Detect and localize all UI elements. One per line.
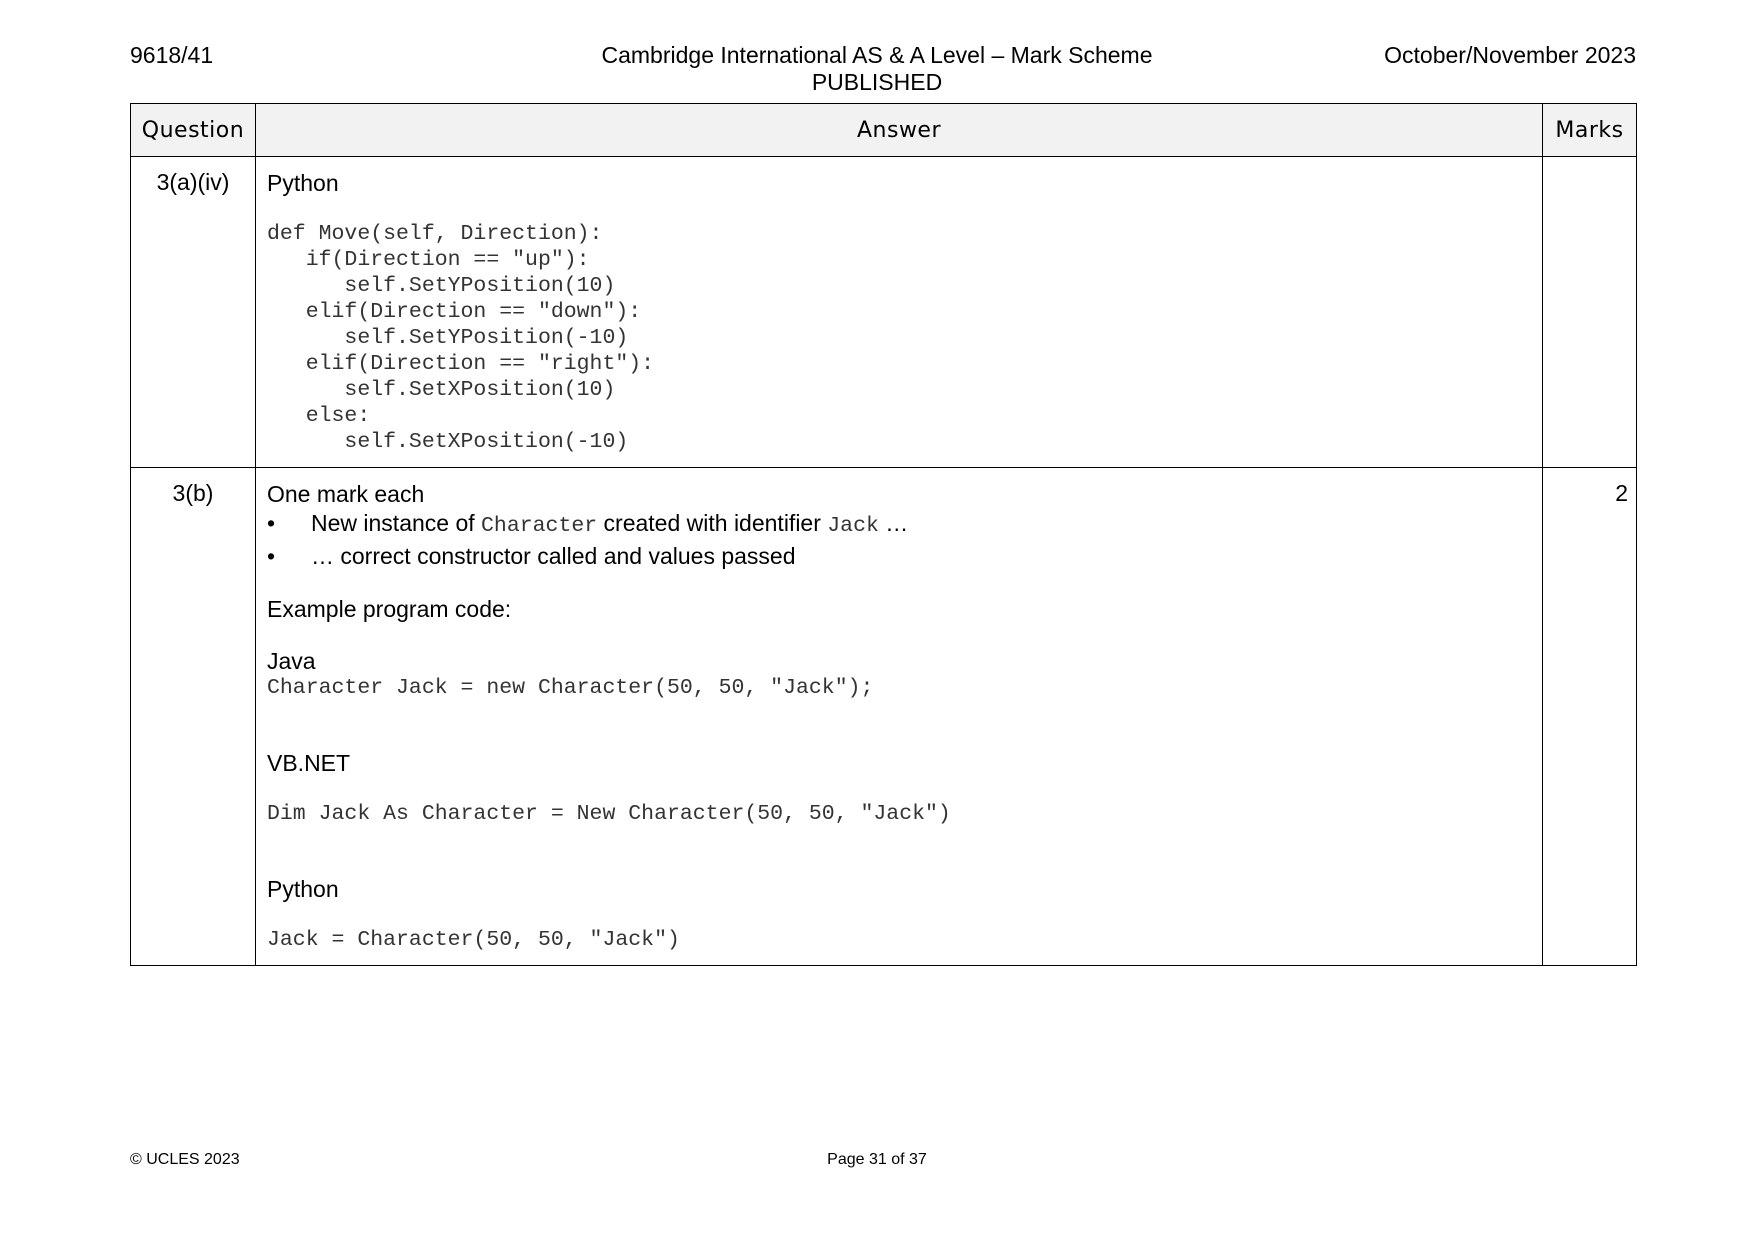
language-label: VB.NET (267, 750, 351, 776)
document-title: Cambridge International AS & A Level – Mark Scheme (601, 42, 1153, 68)
column-header-marks: Marks (1543, 104, 1637, 157)
column-header-answer: Answer (256, 104, 1543, 157)
bullet-text: New instance of (311, 510, 482, 536)
marking-intro: One mark each (267, 481, 425, 507)
list-item (267, 541, 1532, 571)
exam-session: October/November 2023 (1384, 42, 1636, 68)
marking-points (267, 508, 1532, 571)
page-number: Page 31 of 37 (827, 1151, 927, 1168)
bullet-text: … (878, 510, 909, 536)
table-header-row (131, 104, 1637, 157)
language-label: Python (267, 170, 339, 196)
inline-code: Jack (827, 514, 879, 538)
question-number: 3(b) (131, 468, 256, 966)
code-block: def Move(self, Direction): if(Direction == "up"): self.SetYPosition(10) elif(Direction == "down"): self.SetYPosition(-10) elif(Direction == "right"): self.SetXPosition(10) else: self.SetXPosition(-10) (267, 222, 655, 454)
paper-code: 9618/41 (130, 42, 214, 68)
code-block: Dim Jack As Character = New Character(50, 50, "Jack") (267, 802, 951, 826)
table-row (131, 157, 1637, 468)
bullet-text: … correct constructor called and values passed (311, 543, 796, 569)
document-status: PUBLISHED (811, 69, 943, 95)
example-label: Example program code: (267, 596, 512, 622)
answer-cell (256, 468, 1543, 966)
marks-cell (1543, 157, 1637, 468)
answer-cell (256, 157, 1543, 468)
copyright: © UCLES 2023 (130, 1151, 240, 1168)
table-row (131, 468, 1637, 966)
code-block: Character Jack = new Character(50, 50, "Jack"); (267, 676, 874, 700)
list-item (267, 508, 1532, 541)
language-label: Java (267, 648, 316, 674)
inline-code: Character (481, 514, 598, 538)
column-header-question: Question (131, 104, 256, 157)
bullet-text: created with identifier (597, 510, 828, 536)
mark-scheme-table (130, 103, 1637, 966)
language-label: Python (267, 876, 339, 902)
marks-cell: 2 (1543, 468, 1637, 966)
question-number: 3(a)(iv) (131, 157, 256, 468)
code-block: Jack = Character(50, 50, "Jack") (267, 928, 680, 952)
